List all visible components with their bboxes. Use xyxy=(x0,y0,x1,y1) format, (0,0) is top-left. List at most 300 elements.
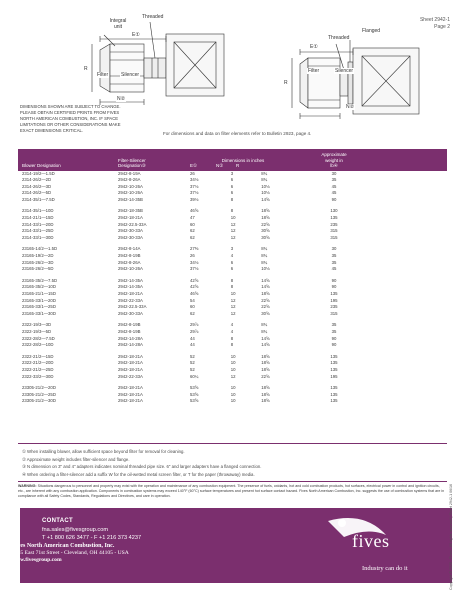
spacer-cell xyxy=(368,215,447,222)
spacer-cell xyxy=(368,342,447,349)
n-dimension-cell: 12 xyxy=(230,310,236,316)
table-row xyxy=(18,208,447,215)
label-n-dimension: N② xyxy=(117,96,126,102)
spacer-cell xyxy=(368,228,447,235)
r-dimension-cell: 8¾ xyxy=(261,170,268,176)
filter-designation-cell: 2942-10-26A xyxy=(118,266,143,272)
filter-designation-cell: 2942-14-35A xyxy=(118,284,143,290)
filter-designation-cell: 2942-18-21A xyxy=(118,366,143,372)
label-threaded: Threaded xyxy=(142,14,164,20)
e-dimension-cell: 53⅝ xyxy=(190,398,199,404)
table-row xyxy=(18,246,447,253)
r-dimension-cell: 14⅝ xyxy=(261,277,270,283)
integral-unit-drawing xyxy=(60,10,230,110)
e-dimension-cell: 44 xyxy=(190,335,195,341)
e-dimension-cell: 42⅝ xyxy=(190,284,199,290)
weight-cell: 135 xyxy=(330,215,338,221)
spacer-cell xyxy=(368,197,447,204)
spacer-cell xyxy=(368,171,447,178)
filter-designation-cell: 2942-8-19A xyxy=(118,170,141,176)
table-row xyxy=(18,278,447,285)
r-dimension-cell: 30⅝ xyxy=(261,228,270,234)
r-dimension-cell: 22⅝ xyxy=(261,373,270,379)
blower-designation-cell: 2322-21/2—20D xyxy=(22,360,54,366)
label-silencer-right: Silencer xyxy=(335,68,354,74)
filter-designation-cell: 2942-14-28A xyxy=(118,335,143,341)
table-row xyxy=(18,222,447,229)
copyright-notice: Copyright © 2020 - Fives - All rights reserved | Sheet 2942-1 06/16 xyxy=(449,483,453,590)
blower-designation-cell: 23305-21/2—25D xyxy=(22,391,56,397)
n-dimension-cell: 8 xyxy=(230,335,234,341)
blower-designation-cell: 2314-26/2—2D xyxy=(22,177,52,183)
n-dimension-cell: 10 xyxy=(230,360,236,366)
r-dimension-cell: 10⅛ xyxy=(261,183,270,189)
table-row xyxy=(18,190,447,197)
filter-designation-cell: 2942-18-21A xyxy=(118,353,143,359)
n-dimension-cell: 12 xyxy=(230,228,236,234)
blower-designation-cell: 2314-35/1—10D xyxy=(22,208,54,214)
table-row xyxy=(18,367,447,374)
filter-designation-cell: 2942-18-21A xyxy=(118,215,143,221)
weight-cell: 30 xyxy=(331,170,337,176)
table-row xyxy=(18,342,447,349)
filter-designation-cell: 2942-8-14A xyxy=(118,246,141,252)
weight-cell: 135 xyxy=(330,291,338,296)
table-row xyxy=(18,385,447,392)
filter-designation-cell: 2942-10-26A xyxy=(118,183,143,189)
blower-designation-cell: 23165-26/2—5D xyxy=(22,266,54,272)
table-row xyxy=(18,374,447,381)
weight-cell: 35 xyxy=(331,253,337,259)
blower-designation-cell: 2322-19/3—5D xyxy=(22,328,52,334)
e-dimension-cell: 46⅝ xyxy=(190,291,199,296)
n-dimension-cell: 12 xyxy=(230,373,236,379)
footnotes xyxy=(22,448,261,478)
weight-cell: 315 xyxy=(330,234,338,240)
e-dimension-cell: 26 xyxy=(190,170,195,176)
weight-cell: 35 xyxy=(331,322,337,328)
table-row xyxy=(18,177,447,184)
table-row xyxy=(18,197,447,204)
n-dimension-cell: 8 xyxy=(230,284,234,290)
e-dimension-cell: 29⅞ xyxy=(190,328,199,334)
n-dimension-cell: 8 xyxy=(230,277,234,283)
blower-designation-cell: 23165-14/2—1.5D xyxy=(22,246,58,252)
table-row xyxy=(18,311,447,318)
n-dimension-cell: 10 xyxy=(230,398,236,404)
r-dimension-cell: 18⅝ xyxy=(261,398,270,404)
warning-top-rule xyxy=(18,481,447,482)
blower-designation-cell: 2314-19/2—1.5D xyxy=(22,170,55,176)
e-dimension-cell: 37⅛ xyxy=(190,183,199,189)
filter-designation-cell: 2942-30-33A xyxy=(118,310,143,316)
bulletin-reference-note: For dimensions and data on filter elements refer to Bulletin 2923, page 4. xyxy=(163,131,312,136)
e-dimension-cell: 26 xyxy=(190,253,195,259)
contact-phone: T +1 800 626 3477 - F +1 216 373 4237 xyxy=(42,535,142,541)
weight-cell: 35 xyxy=(331,259,337,265)
n-dimension-cell: 12 xyxy=(230,221,236,227)
e-dimension-cell: 62 xyxy=(190,310,195,316)
table-row xyxy=(18,336,447,343)
label-r-dimension-right: R xyxy=(284,80,288,86)
n-dimension-cell: 10 xyxy=(230,353,236,359)
company-name: Fives North American Combustion, Inc. xyxy=(12,543,115,549)
table-row xyxy=(18,228,447,235)
filter-designation-cell: 2942-10-26A xyxy=(118,190,143,196)
r-dimension-cell: 14⅝ xyxy=(261,284,270,290)
e-dimension-cell: 37⅛ xyxy=(190,266,199,272)
header-weight: Approximate weight in lb④ xyxy=(298,149,368,171)
n-dimension-cell: 4 xyxy=(230,253,234,259)
weight-cell: 130 xyxy=(330,208,338,214)
r-dimension-cell: 8¾ xyxy=(261,253,268,259)
e-dimension-cell: 53⅝ xyxy=(190,391,199,397)
filter-designation-cell: 2942-18-21A xyxy=(118,291,143,296)
footnote-3: ③ N dimension on 3" and 4" adapters indicates nominal threaded pipe size. 6" and larger adapters have a flanged connection. xyxy=(22,464,262,469)
e-dimension-cell: 34⅛ xyxy=(190,177,199,183)
header-r: R xyxy=(236,163,240,168)
table-row xyxy=(18,392,447,399)
e-dimension-cell: 54 xyxy=(190,297,195,303)
table-row xyxy=(18,215,447,222)
label-silencer: Silencer xyxy=(121,72,140,78)
table-row xyxy=(18,171,447,178)
e-dimension-cell: 47 xyxy=(190,215,195,221)
blower-designation-cell: 2322-28/2—7.5D xyxy=(22,335,55,341)
label-e-dimension-right: E① xyxy=(310,44,318,50)
spacer-cell xyxy=(368,392,447,399)
filter-designation-cell: 2942-18-21A xyxy=(118,385,143,391)
r-dimension-cell: 18⅝ xyxy=(261,385,270,391)
e-dimension-cell: 39⅛ xyxy=(190,196,199,202)
label-e-dimension: E① xyxy=(132,32,140,38)
blower-designation-cell: 2314-33/1—20D xyxy=(22,221,54,227)
filter-designation-cell: 2942-8-26A xyxy=(118,259,141,265)
e-dimension-cell: 29⅞ xyxy=(190,322,199,328)
filter-designation-cell: 2942-18-21A xyxy=(118,391,143,397)
r-dimension-cell: 18⅝ xyxy=(261,215,270,221)
table-body xyxy=(18,171,447,405)
label-n-dimension-right: N② xyxy=(346,104,355,110)
n-dimension-cell: 3 xyxy=(230,246,234,252)
table-bottom-rule xyxy=(18,443,447,444)
r-dimension-cell: 22⅝ xyxy=(261,304,270,310)
r-dimension-cell: 8¾ xyxy=(261,246,268,252)
blower-designation-cell: 2322-21/2—15D xyxy=(22,353,54,359)
blower-designation-cell: 23305-21/2—20D xyxy=(22,385,56,391)
table-row xyxy=(18,284,447,291)
filter-designation-cell: 2942-18-35B xyxy=(118,208,143,214)
blower-designation-cell: 23305-21/2—30D xyxy=(22,398,56,404)
weight-cell: 315 xyxy=(330,310,338,316)
n-dimension-cell: 8 xyxy=(230,208,234,214)
company-address: 4455 East 71st Street - Cleveland, OH 44105 - USA xyxy=(12,550,129,556)
spacer-cell xyxy=(368,208,447,215)
header-filter-designation: Filter-Silencer Designation③ xyxy=(114,149,186,171)
table-row xyxy=(18,322,447,329)
spacer-cell xyxy=(368,190,447,197)
header-dimension-columns xyxy=(190,163,296,169)
weight-cell: 235 xyxy=(330,304,338,310)
spacer-cell xyxy=(368,374,447,381)
table-row xyxy=(18,184,447,191)
r-dimension-cell: 8¾ xyxy=(261,259,268,265)
e-dimension-cell: 60 xyxy=(190,304,195,310)
spacer-cell xyxy=(368,304,447,311)
blower-designation-cell: 2322-33/2—30D xyxy=(22,373,54,379)
weight-cell: 195 xyxy=(330,373,338,379)
table-row xyxy=(18,329,447,336)
table-header-row xyxy=(18,149,447,171)
integral-unit-diagram xyxy=(60,10,230,110)
n-dimension-cell: 6 xyxy=(230,190,234,196)
spacer-cell xyxy=(368,298,447,305)
filter-designation-cell: 2942-18-21A xyxy=(118,360,143,366)
e-dimension-cell: 46⅝ xyxy=(190,208,199,214)
filter-designation-cell: 2942-14-35A xyxy=(118,277,143,283)
blower-designation-cell: 2322-21/2—25D xyxy=(22,366,54,372)
n-dimension-cell: 12 xyxy=(230,234,236,240)
weight-cell: 35 xyxy=(331,328,337,334)
filter-designation-cell: 2942-22-33A xyxy=(118,297,143,303)
weight-cell: 45 xyxy=(331,266,337,272)
header-blower-designation: Blower Designation xyxy=(18,149,114,171)
e-dimension-cell: 27⅜ xyxy=(190,246,199,252)
spacer-cell xyxy=(368,284,447,291)
n-dimension-cell: 10 xyxy=(230,215,236,221)
r-dimension-cell: 22⅝ xyxy=(261,221,270,227)
weight-cell: 90 xyxy=(331,335,337,341)
weight-cell: 135 xyxy=(330,385,338,391)
label-r-dimension: R xyxy=(84,66,88,72)
r-dimension-cell: 14⅝ xyxy=(261,335,270,341)
header-e: E① xyxy=(190,163,198,168)
contact-email[interactable]: fna.sales@fivesgroup.com xyxy=(42,527,108,533)
blower-designation-cell: 23165-33/1—25D xyxy=(22,304,56,310)
safety-warning xyxy=(18,484,446,499)
sheet-page: Page 2 xyxy=(434,23,450,30)
e-dimension-cell: 62 xyxy=(190,234,195,240)
n-dimension-cell: 8 xyxy=(230,196,234,202)
blower-filter-table xyxy=(18,149,447,405)
label-filter: Filter xyxy=(97,72,109,78)
sheet-number: Sheet 2942-1 xyxy=(419,17,450,23)
table-row xyxy=(18,354,447,361)
header-dimensions xyxy=(186,149,298,171)
e-dimension-cell: 34⅛ xyxy=(190,259,199,265)
blower-designation-cell: 2322-28/2—10D xyxy=(22,342,54,348)
r-dimension-cell: 30⅝ xyxy=(261,310,270,316)
r-dimension-cell: 18⅝ xyxy=(261,353,270,359)
spacer-cell xyxy=(368,177,447,184)
blower-designation-cell: 23165-21/1—15D xyxy=(22,291,56,296)
r-dimension-cell: 8¾ xyxy=(261,177,268,183)
e-dimension-cell: 62 xyxy=(190,228,195,234)
blower-designation-cell: 2314-26/2—5D xyxy=(22,190,52,196)
flanged-unit-diagram xyxy=(278,22,428,122)
e-dimension-cell: 52 xyxy=(190,360,195,366)
filter-designation-cell: 2942-8-19B xyxy=(118,253,141,259)
e-dimension-cell: 60¼ xyxy=(190,373,199,379)
weight-cell: 90 xyxy=(331,196,337,202)
footnote-1: ① When installing blower, allow sufficient space beyond filter for removal for cleaning. xyxy=(22,449,185,454)
spacer-cell xyxy=(368,222,447,229)
table-row xyxy=(18,266,447,273)
filter-designation-cell: 2942-8-19B xyxy=(118,322,141,328)
blower-designation-cell: 23165-33/1—30D xyxy=(22,310,56,316)
label-flanged: Flanged xyxy=(362,28,381,34)
table-row xyxy=(18,298,447,305)
filter-designation-cell: 2942-8-26A xyxy=(118,177,141,183)
n-dimension-cell: 6 xyxy=(230,177,234,183)
filter-designation-cell: 2942-14-35B xyxy=(118,196,143,202)
footnote-2: ② Approximate weight includes filter-silencer and flange. xyxy=(22,456,130,462)
spacer-cell xyxy=(368,260,447,267)
blower-designation-cell: 2314-33/1—25D xyxy=(22,228,54,234)
spacer-cell xyxy=(368,184,447,191)
dimensions-disclaimer: DIMENSIONS SHOWN ARE SUBJECT TO CHANGE. PLEASE OBTAIN CERTIFIED PRINTS FROM FIVES NORTH AMERICAN COMBUSTION, INC. IF SPACE LIMITATIONS OR OTHER CONSIDERATIONS MAKE EXACT DIMENSIONS CRITICAL. xyxy=(20,104,121,133)
logo-tagline: Industry can do it xyxy=(362,565,408,572)
n-dimension-cell: 4 xyxy=(230,328,234,334)
blower-designation-cell: 2314-33/1—30D xyxy=(22,234,54,240)
r-dimension-cell: 10⅛ xyxy=(261,190,270,196)
blower-designation-cell: 2322-19/3—3D xyxy=(22,322,52,328)
e-dimension-cell: 60 xyxy=(190,221,195,227)
r-dimension-cell: 18⅝ xyxy=(261,291,270,296)
table-row xyxy=(18,253,447,260)
n-dimension-cell: 12 xyxy=(230,304,236,310)
blower-designation-cell: 23165-33/1—20D xyxy=(22,297,56,303)
e-dimension-cell: 44 xyxy=(190,342,195,348)
company-block xyxy=(12,543,129,564)
r-dimension-cell: 14⅝ xyxy=(261,196,270,202)
filter-designation-cell: 2942-8-19B xyxy=(118,328,141,334)
r-dimension-cell: 30⅝ xyxy=(261,234,270,240)
blower-designation-cell: 23165-35/2—10D xyxy=(22,284,56,290)
r-dimension-cell: 18⅝ xyxy=(261,208,270,214)
spacer-cell xyxy=(368,246,447,253)
r-dimension-cell: 22⅝ xyxy=(261,297,270,303)
weight-cell: 90 xyxy=(331,342,337,348)
footnote-4: ④ When ordering a filter-silencer add a suffix W for the oil-wetted metal screen filter, or T for the paper (throwaway) media. xyxy=(22,471,255,477)
blower-designation-cell: 2314-26/2—3D xyxy=(22,183,52,189)
spacer-cell xyxy=(368,311,447,318)
warning-text: Situations dangerous to personnel and property may exist with the operation and maintenance of any combustion equipment. The presence of fuels, oxidants, hot and cold combustion products, hot surfaces, electrical power in control and ignition circuits, etc., are inherent with any combustion application. Components in combustion systems may exceed 140°F (60°C) surface temperatures and present hot surface contact hazard. Fives North American Combustion, Inc. suggests the use of combustion systems that are in compliance with all Safety Codes, Standards, Regulations and Directives, and care in operation. xyxy=(18,484,445,498)
weight-cell: 135 xyxy=(330,391,338,397)
blower-designation-cell: 2314-35/1—7.5D xyxy=(22,196,55,202)
r-dimension-cell: 14⅝ xyxy=(261,342,270,348)
blower-designation-cell: 23165-26/2—3D xyxy=(22,259,54,265)
spacer-cell xyxy=(368,235,447,242)
weight-cell: 315 xyxy=(330,228,338,234)
header-dimensions-title: Dimensions in inches xyxy=(221,157,265,163)
weight-cell: 135 xyxy=(330,366,338,372)
n-dimension-cell: 3 xyxy=(230,170,234,176)
table-row xyxy=(18,235,447,242)
weight-cell: 135 xyxy=(330,360,338,366)
blower-designation-cell: 2314-21/1—15D xyxy=(22,215,54,221)
table-row xyxy=(18,360,447,367)
n-dimension-cell: 4 xyxy=(230,322,234,328)
spacer-cell xyxy=(368,253,447,260)
r-dimension-cell: 18⅝ xyxy=(261,366,270,372)
header-spacer xyxy=(368,149,447,171)
spacer-cell xyxy=(368,398,447,405)
table-row xyxy=(18,398,447,405)
weight-cell: 45 xyxy=(331,183,337,189)
label-integral-unit: Integral unit xyxy=(109,18,127,30)
logo-wordmark: fives xyxy=(352,531,390,551)
warning-label: WARNING: xyxy=(18,484,37,488)
contact-title: CONTACT xyxy=(42,518,73,524)
n-dimension-cell: 10 xyxy=(230,366,236,372)
weight-cell: 90 xyxy=(331,284,337,290)
blower-designation-cell: 23165-35/2—7.5D xyxy=(22,277,58,283)
spacer-cell xyxy=(368,291,447,298)
weight-cell: 35 xyxy=(331,177,337,183)
filter-designation-cell: 2942-30-33A xyxy=(118,234,143,240)
e-dimension-cell: 53⅝ xyxy=(190,385,199,391)
e-dimension-cell: 52 xyxy=(190,353,195,359)
filter-designation-cell: 2942-22.5-33A xyxy=(118,221,147,227)
spacer-cell xyxy=(368,354,447,361)
spacer-cell xyxy=(368,322,447,329)
filter-designation-cell: 2942-18-21A xyxy=(118,398,143,404)
weight-cell: 30 xyxy=(331,246,337,252)
table-row xyxy=(18,260,447,267)
spacer-cell xyxy=(368,266,447,273)
e-dimension-cell: 37⅛ xyxy=(190,190,199,196)
r-dimension-cell: 18⅝ xyxy=(261,391,270,397)
weight-cell: 90 xyxy=(331,277,337,283)
spacer-cell xyxy=(368,367,447,374)
n-dimension-cell: 10 xyxy=(230,291,236,296)
table-row xyxy=(18,291,447,298)
filter-designation-cell: 2942-30-33A xyxy=(118,228,143,234)
r-dimension-cell: 8¾ xyxy=(261,328,268,334)
n-dimension-cell: 6 xyxy=(230,183,234,189)
n-dimension-cell: 6 xyxy=(230,259,234,265)
n-dimension-cell: 8 xyxy=(230,342,234,348)
spacer-cell xyxy=(368,385,447,392)
header-n: N② xyxy=(216,163,224,168)
r-dimension-cell: 18⅝ xyxy=(261,360,270,366)
e-dimension-cell: 52 xyxy=(190,366,195,372)
n-dimension-cell: 12 xyxy=(230,297,236,303)
spacer-cell xyxy=(368,360,447,367)
spacer-cell xyxy=(368,336,447,343)
label-filter-right: Filter xyxy=(308,68,320,74)
weight-cell: 135 xyxy=(330,398,338,404)
n-dimension-cell: 10 xyxy=(230,385,236,391)
blower-designation-cell: 23165-19/2—2D xyxy=(22,253,54,259)
spacer-cell xyxy=(368,329,447,336)
n-dimension-cell: 10 xyxy=(230,391,236,397)
filter-designation-cell: 2942-22.5-33A xyxy=(118,304,147,310)
weight-cell: 195 xyxy=(330,297,338,303)
filter-designation-cell: 2942-14-28A xyxy=(118,342,143,348)
company-website[interactable]: www.fivesgroup.com xyxy=(12,557,62,563)
weight-cell: 45 xyxy=(331,190,337,196)
label-threaded-right: Threaded xyxy=(328,35,350,41)
n-dimension-cell: 6 xyxy=(230,266,234,272)
weight-cell: 235 xyxy=(330,221,338,227)
table-row xyxy=(18,304,447,311)
weight-cell: 135 xyxy=(330,353,338,359)
r-dimension-cell: 10⅛ xyxy=(261,266,270,272)
r-dimension-cell: 8¾ xyxy=(261,322,268,328)
spacer-cell xyxy=(368,278,447,285)
